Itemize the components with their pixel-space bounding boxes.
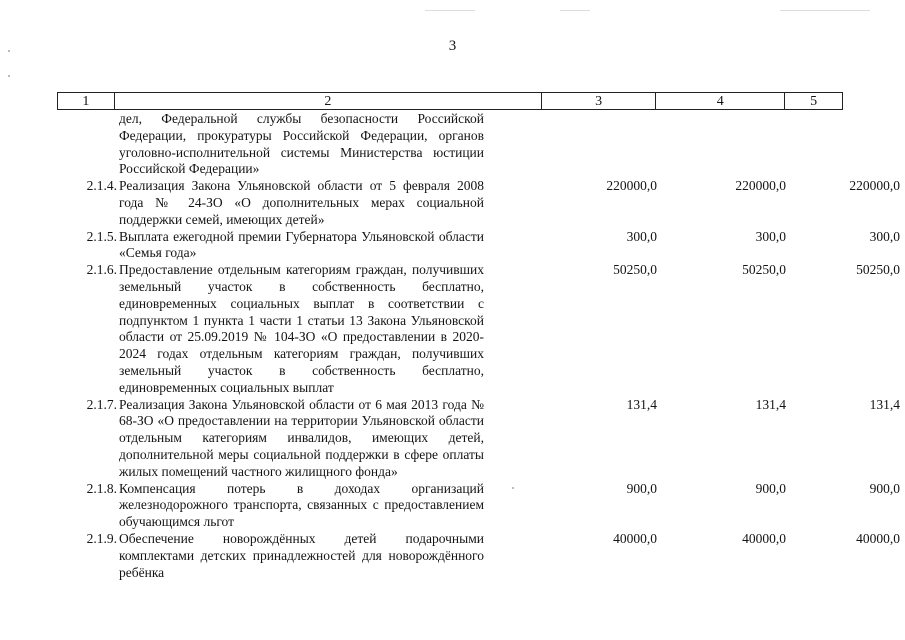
row-value-col4: 220000,0 (735, 178, 786, 194)
row-description: Компенсация потерь в доходах организаций железнодорожного транспорта, связанных с предоставлением обучающимся льгот (119, 480, 484, 530)
row-value-col4: 300,0 (755, 228, 786, 244)
table-row-continuation (57, 111, 857, 178)
table-row (57, 178, 900, 228)
row-value-col3: 220000,0 (606, 178, 657, 194)
row-value-col5: 50250,0 (856, 262, 900, 278)
row-value-col5: 900,0 (869, 480, 900, 496)
row-value-col3: 40000,0 (613, 530, 657, 546)
table-header-row (57, 92, 843, 110)
row-description: Реализация Закона Ульяновской области от 5 февраля 2008 года № 24-ЗО «О дополнительных мерах социальной поддержки семей, имеющих детей» (119, 178, 484, 227)
page-number: 3 (448, 38, 457, 54)
row-value-col5: 40000,0 (856, 530, 900, 546)
row-value-col5: 220000,0 (849, 178, 900, 194)
row-value-col4: 40000,0 (742, 530, 786, 546)
row-value-col3: 131,4 (626, 396, 657, 412)
table-row (57, 262, 900, 396)
header-cell-4: 4 (656, 93, 785, 109)
row-value-col4: 900,0 (755, 480, 786, 496)
table-row (57, 396, 900, 481)
row-number: 2.1.9. (86, 530, 117, 546)
table-body (57, 111, 900, 581)
table-row (57, 530, 900, 581)
row-number: 2.1.4. (86, 178, 117, 194)
row-description: Реализация Закона Ульяновской области от 6 мая 2013 года № 68-ЗО «О предоставлении на территории Ульяновской области отдельным категориям инвалидов, имеющих детей, дополнительной меры социальной поддержки в сфере оплаты жилых помещений частного жилищного фонда» (119, 396, 484, 479)
header-cell-1: 1 (58, 93, 115, 109)
row-description: Выплата ежегодной премии Губернатора Ульяновской области «Семья года» (119, 228, 484, 261)
table-row (57, 228, 900, 263)
header-cell-5: 5 (810, 94, 818, 109)
row-value-col4: 50250,0 (742, 262, 786, 278)
row-description: Обеспечение новорождённых детей подарочными комплектами детских принадлежностей для новорождённого ребёнка (119, 530, 484, 580)
row-value-col3: 50250,0 (613, 262, 657, 278)
row-value-col4: 131,4 (755, 396, 786, 412)
row-description: Предоставление отдельным категориям граждан, получивших земельный участок в собственность бесплатно, единовременных социальных выплат в соответствии с подпунктом 1 пункта 1 части 1 статьи 13 Закона Ульяновской области от 25.09.2019 № 104-ЗО «О предоставлении в 2020-2024 годах отдельным категориям граждан, получивших земельный участок в собственность бесплатно, единовременных социальных выплат (119, 262, 484, 395)
continuation-text: дел, Федеральной службы безопасности Российской Федерации, прокуратуры Российской Федерации, органов уголовно-исполнительной системы Министерства юстиции Российской Федерации» (119, 111, 484, 177)
header-cell-3: 3 (542, 93, 657, 109)
row-number: 2.1.5. (86, 228, 117, 244)
row-value-col3: 300,0 (626, 228, 657, 244)
row-number: 2.1.8. (86, 480, 117, 496)
row-value-col5: 131,4 (869, 396, 900, 412)
row-value-col5: 300,0 (869, 228, 900, 244)
row-number: 2.1.6. (86, 262, 117, 278)
table-row (57, 480, 900, 531)
row-number: 2.1.7. (86, 396, 117, 412)
header-cell-2: 2 (115, 93, 542, 109)
row-value-col3: 900,0 (626, 480, 657, 496)
